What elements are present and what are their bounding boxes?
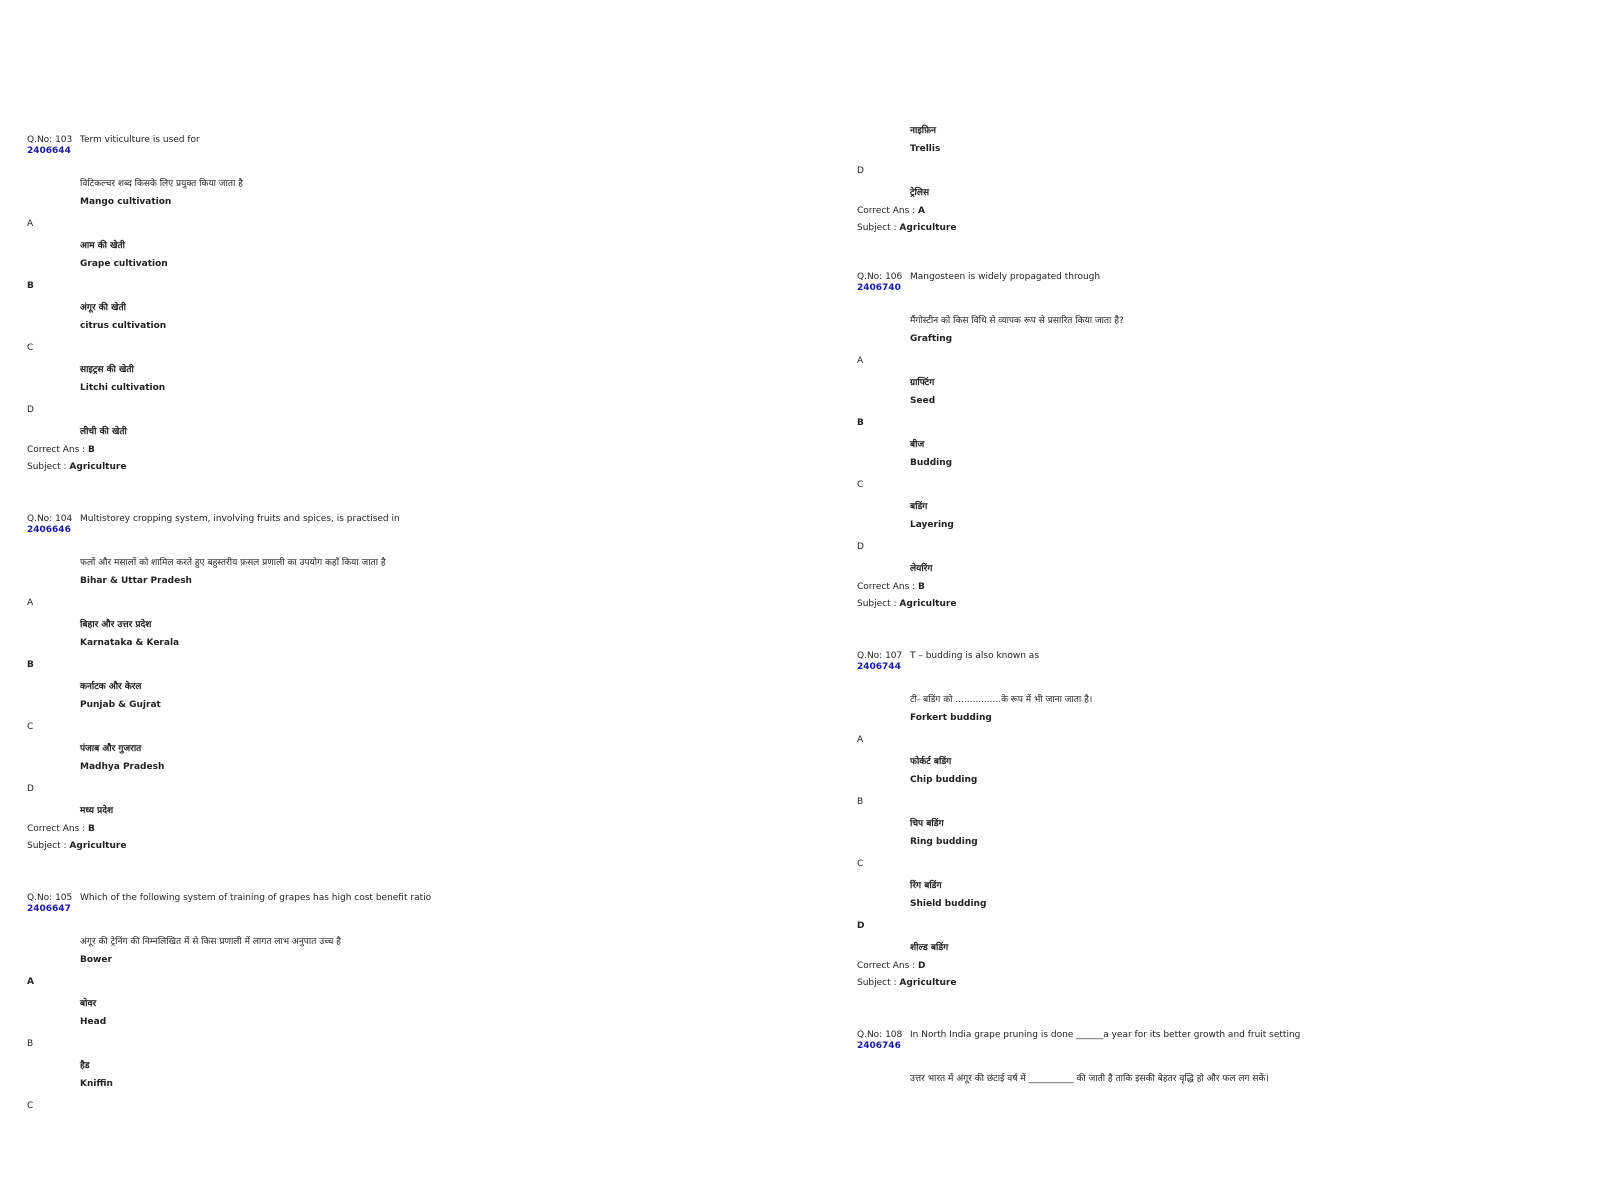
option-english: Grape cultivation bbox=[80, 259, 168, 269]
option-hindi: लेयरिंग bbox=[910, 564, 933, 574]
option-letter: A bbox=[27, 598, 34, 608]
correct-answer: Correct Ans : D bbox=[857, 961, 926, 971]
option-letter: B bbox=[857, 797, 864, 807]
option-hindi: कर्नाटक और केरल bbox=[80, 682, 142, 692]
option-english: Karnataka & Kerala bbox=[80, 638, 180, 648]
option-hindi: हैड bbox=[80, 1061, 90, 1071]
question-header bbox=[27, 893, 72, 915]
option-hindi: रिंग बडिंग bbox=[910, 881, 942, 891]
option-letter: C bbox=[27, 1101, 34, 1111]
option-letter: C bbox=[27, 343, 34, 353]
subject: Subject : Agriculture bbox=[857, 978, 957, 988]
option-english: Kniffin bbox=[80, 1079, 113, 1089]
option-hindi: बिहार और उत्तर प्रदेश bbox=[80, 620, 152, 630]
question-text-hindi: फलों और मसालों को शामिल करते हुए बहुस्तरीय फ़सल प्रणाली का उपयोग कहाँ किया जाता है bbox=[80, 558, 386, 568]
option-english: Layering bbox=[910, 520, 954, 530]
option-hindi: मध्य प्रदेश bbox=[80, 806, 114, 816]
option-english: Forkert budding bbox=[910, 713, 992, 723]
option-hindi: बीज bbox=[910, 440, 925, 450]
question-header bbox=[27, 135, 72, 157]
subject: Subject : Agriculture bbox=[27, 841, 127, 851]
question-number: Q.No: 107 bbox=[857, 651, 903, 661]
option-hindi: फोर्कर्ट बडिंग bbox=[910, 757, 952, 767]
option-hindi: साइट्रस की खेती bbox=[80, 365, 134, 375]
question-text: Multistorey cropping system, involving fruits and spices, is practised in bbox=[80, 514, 400, 524]
option-d-english: Trellis bbox=[910, 144, 941, 154]
option-letter: B bbox=[27, 281, 34, 291]
question-text-hindi: अंगूर की ट्रेनिंग की निम्नलिखित में से किस प्रणाली में लागत लाभ अनुपात उच्च है bbox=[80, 937, 341, 947]
question-header bbox=[27, 514, 72, 536]
option-hindi: आम की खेती bbox=[80, 241, 125, 251]
question-text-hindi: विटिकल्चर शब्द किसके लिए प्रयुक्त किया जाता है bbox=[80, 179, 243, 189]
option-english: Grafting bbox=[910, 334, 953, 344]
question-number: Q.No: 104 bbox=[27, 514, 73, 524]
subject: Subject : Agriculture bbox=[857, 599, 957, 609]
option-english: Budding bbox=[910, 458, 953, 468]
option-english: Punjab & Gujrat bbox=[80, 700, 161, 710]
option-hindi: बडिंग bbox=[910, 502, 928, 512]
option-hindi: शील्ड बडिंग bbox=[910, 943, 949, 953]
question-id: 2406746 bbox=[857, 1041, 901, 1051]
option-english: Mango cultivation bbox=[80, 197, 172, 207]
option-letter: A bbox=[857, 356, 864, 366]
option-letter-d: D bbox=[857, 166, 864, 176]
option-english: Ring budding bbox=[910, 837, 978, 847]
option-letter: A bbox=[857, 735, 864, 745]
question-header bbox=[857, 1030, 902, 1052]
correct-answer: Correct Ans : B bbox=[27, 445, 95, 455]
question-header bbox=[857, 651, 902, 673]
question-id: 2406646 bbox=[27, 525, 71, 535]
option-english: Bihar & Uttar Pradesh bbox=[80, 576, 192, 586]
question-text: Which of the following system of training of grapes has high cost benefit ratio bbox=[80, 893, 432, 903]
option-c-hindi: नाइफ़िन bbox=[910, 126, 937, 136]
option-letter: A bbox=[27, 219, 34, 229]
question-text-hindi: मैंगोस्टीन को किस विधि से व्यापक रूप से प्रसारित किया जाता है? bbox=[910, 316, 1124, 326]
option-letter: C bbox=[857, 480, 864, 490]
option-d-hindi: ट्रेलिस bbox=[910, 188, 930, 198]
option-letter: B bbox=[27, 1039, 34, 1049]
option-english: Shield budding bbox=[910, 899, 987, 909]
option-letter: C bbox=[27, 722, 34, 732]
option-english: Bower bbox=[80, 955, 112, 965]
question-number: Q.No: 106 bbox=[857, 272, 903, 282]
question-text: Term viticulture is used for bbox=[80, 135, 200, 145]
question-id: 2406740 bbox=[857, 283, 901, 293]
option-letter: D bbox=[27, 405, 34, 415]
question-number: Q.No: 108 bbox=[857, 1030, 903, 1040]
option-english: citrus cultivation bbox=[80, 321, 167, 331]
option-hindi: अंगूर की खेती bbox=[80, 303, 126, 313]
correct-answer: Correct Ans : B bbox=[27, 824, 95, 834]
option-hindi: बोवर bbox=[80, 999, 97, 1009]
option-hindi: ग्राफ्टिंग bbox=[910, 378, 935, 388]
option-letter: D bbox=[857, 921, 865, 931]
option-hindi: लीची की खेती bbox=[80, 427, 127, 437]
question-id: 2406744 bbox=[857, 662, 901, 672]
question-number: Q.No: 105 bbox=[27, 893, 73, 903]
option-letter: C bbox=[857, 859, 864, 869]
subject: Subject : Agriculture bbox=[857, 223, 957, 233]
correct-answer: Correct Ans : A bbox=[857, 206, 925, 216]
correct-answer: Correct Ans : B bbox=[857, 582, 925, 592]
option-letter: D bbox=[27, 784, 34, 794]
option-english: Madhya Pradesh bbox=[80, 762, 165, 772]
question-text-hindi: उत्तर भारत में अंगूर की छंटाई वर्ष में __________ की जाती है ताकि इसकी बेहतर वृद्धि हो और फल लग सकें। bbox=[910, 1074, 1269, 1084]
question-text: Mangosteen is widely propagated through bbox=[910, 272, 1101, 282]
option-english: Head bbox=[80, 1017, 107, 1027]
option-english: Seed bbox=[910, 396, 936, 406]
option-hindi: चिप बडिंग bbox=[910, 819, 944, 829]
option-letter: A bbox=[27, 977, 34, 987]
option-letter: B bbox=[857, 418, 864, 428]
option-hindi: पंजाब और गुजरात bbox=[80, 744, 142, 754]
question-text-hindi: टी- बडिंग को ................के रूप में भी जाना जाता है। bbox=[910, 695, 1093, 705]
question-text: In North India grape pruning is done ______a year for its better growth and fruit setting bbox=[910, 1030, 1301, 1040]
option-english: Chip budding bbox=[910, 775, 978, 785]
question-id: 2406644 bbox=[27, 146, 71, 156]
question-text: T – budding is also known as bbox=[910, 651, 1040, 661]
question-id: 2406647 bbox=[27, 904, 71, 914]
option-letter: B bbox=[27, 660, 34, 670]
subject: Subject : Agriculture bbox=[27, 462, 127, 472]
question-header bbox=[857, 272, 902, 294]
question-number: Q.No: 103 bbox=[27, 135, 73, 145]
option-letter: D bbox=[857, 542, 864, 552]
option-english: Litchi cultivation bbox=[80, 383, 166, 393]
